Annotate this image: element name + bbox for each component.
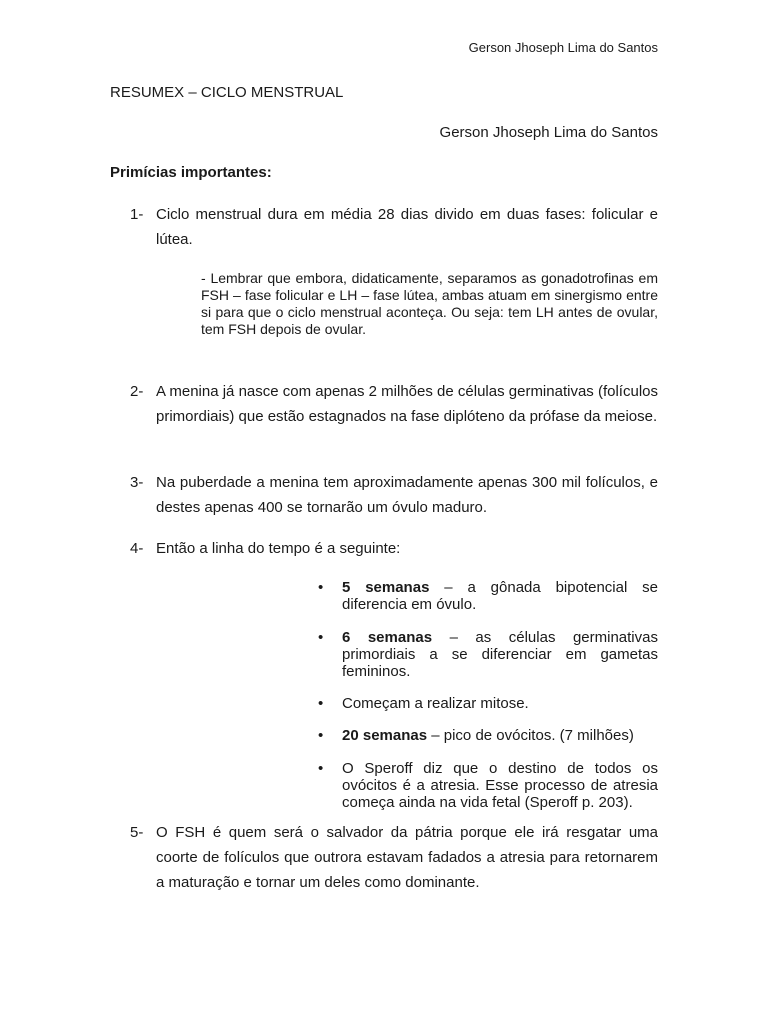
document-title: RESUMEX – CICLO MENSTRUAL <box>110 84 344 101</box>
item-text: A menina já nasce com apenas 2 milhões de células germinativas (folículos primordiais) que estão estagnados na fase diplóteno da prófase da meiose. <box>156 383 658 425</box>
list-item-3 <box>130 470 658 520</box>
bullet-item-3 <box>318 695 658 712</box>
bullet-bold: 6 semanas <box>342 629 433 646</box>
list-item-5 <box>130 820 658 895</box>
list-item-2 <box>130 379 658 429</box>
list-item-4 <box>130 536 658 561</box>
bullet-text: O Speroff diz que o destino de todos os ovócitos é a atresia. Esse processo de atresia começa ainda na vida fetal (Speroff p. 203). <box>342 760 658 811</box>
note-paragraph: - Lembrar que embora, didaticamente, separamos as gonadotrofinas em FSH – fase folicular e LH – fase lútea, ambas atuam em sinergismo entre si para que o ciclo menstrual aconteça. Ou seja: tem LH antes de ovular, tem FSH depois de ovular. <box>201 270 658 337</box>
bullet-item-5 <box>318 760 658 811</box>
bullet-text: – a gônada bipotencial se diferencia em óvulo. <box>342 579 658 613</box>
bullet-bold: 5 semanas <box>342 579 430 596</box>
bullet-icon: • <box>318 695 324 712</box>
author-line: Gerson Jhoseph Lima do Santos <box>439 124 658 141</box>
item-number: 3- <box>130 474 144 491</box>
bullet-text: Começam a realizar mitose. <box>342 695 529 712</box>
list-item-1 <box>130 202 658 252</box>
section-heading: Primícias importantes: <box>110 164 272 181</box>
bullet-bold: 20 semanas <box>342 727 428 744</box>
bullet-icon: • <box>318 760 324 777</box>
bullet-item-1 <box>318 579 658 613</box>
bullet-text: – pico de ovócitos. (7 milhões) <box>427 727 634 744</box>
item-number: 1- <box>130 206 144 223</box>
item-number: 2- <box>130 383 144 400</box>
item-number: 5- <box>130 824 144 841</box>
bullet-icon: • <box>318 629 324 646</box>
item-text: Ciclo menstrual dura em média 28 dias divido em duas fases: folicular e lútea. <box>156 206 658 248</box>
item-text: O FSH é quem será o salvador da pátria porque ele irá resgatar uma coorte de folículos que outrora estavam fadados a atresia para retornarem a maturação e tornar um deles como dominante. <box>156 824 658 891</box>
bullet-text: – as células germinativas primordiais a se diferenciar em gametas femininos. <box>342 629 658 680</box>
item-text: Então a linha do tempo é a seguinte: <box>156 540 401 557</box>
item-number: 4- <box>130 540 144 557</box>
page-header: Gerson Jhoseph Lima do Santos <box>468 40 658 55</box>
bullet-icon: • <box>318 579 324 596</box>
bullet-item-4 <box>318 727 658 744</box>
bullet-icon: • <box>318 727 324 744</box>
bullet-item-2 <box>318 629 658 680</box>
item-text: Na puberdade a menina tem aproximadamente apenas 300 mil folículos, e destes apenas 400 se tornarão um óvulo maduro. <box>156 474 658 516</box>
